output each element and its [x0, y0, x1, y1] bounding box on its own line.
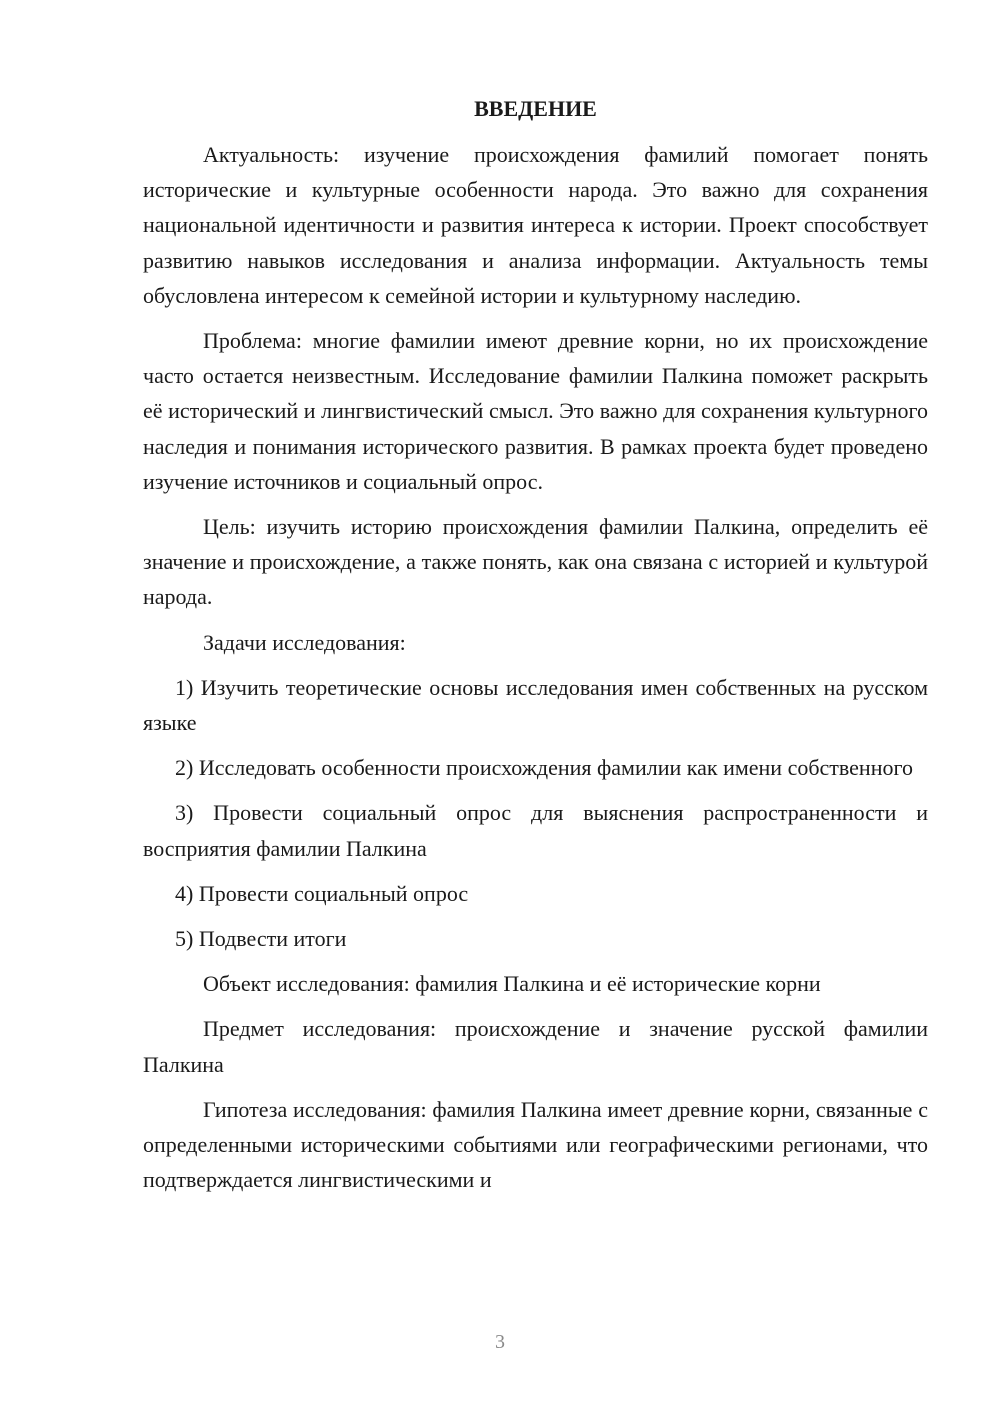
paragraph-subject: Предмет исследования: происхождение и значение русской фамилии Палкина — [143, 1016, 928, 1077]
paragraph-object: Объект исследования: фамилия Палкина и её исторические корни — [203, 971, 821, 997]
document-page — [143, 95, 928, 1197]
paragraph-tasks-heading: Задачи исследования: — [203, 629, 406, 655]
page-number: 3 — [495, 1331, 505, 1353]
paragraph-hypothesis: Гипотеза исследования: фамилия Палкина имеет древние корни, связанные с определенными историческими событиями или географическими регионами, что подтверждается лингвистическими и — [143, 1096, 928, 1193]
task-item-2: 2) Исследовать особенности происхождения фамилии как имени собственного — [175, 755, 913, 781]
task-item-4: 4) Провести социальный опрос — [175, 880, 469, 906]
paragraph-goal: Цель: изучить историю происхождения фамилии Палкина, определить её значение и происхождение, а также понять, как она связана с историей и культурой народа. — [143, 514, 928, 610]
task-item-5: 5) Подвести итоги — [175, 926, 347, 952]
task-item-3: 3) Провести социальный опрос для выяснения распространенности и восприятия фамилии Палкина — [143, 800, 928, 861]
section-heading: ВВЕДЕНИЕ — [474, 96, 597, 121]
paragraph-problem: Проблема: многие фамилии имеют древние корни, но их происхождение часто остается неизвестным. Исследование фамилии Палкина поможет раскрыть её исторический и лингвистический смысл. Это важно для сохранения культурного наследия и понимания исторического развития. В рамках проекта будет проведено изучение источников и социальный опрос. — [143, 328, 928, 494]
paragraph-relevance: Актуальность: изучение происхождения фамилий помогает понять исторические и культурные особенности народа. Это важно для сохранения национальной идентичности и развития интереса к истории. Проект способствует развитию навыков исследования и анализа информации. Актуальность темы обусловлена интересом к семейной истории и культурному наследию. — [143, 142, 928, 308]
task-item-1: 1) Изучить теоретические основы исследования имен собственных на русском языке — [143, 674, 928, 736]
